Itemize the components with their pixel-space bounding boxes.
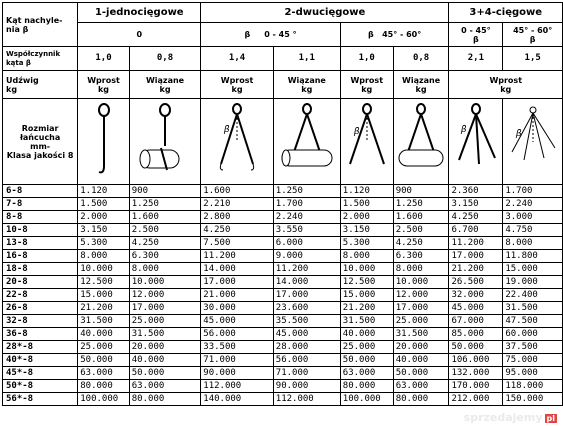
capacity-value: 45.000	[449, 302, 503, 315]
capacity-value: 32.000	[449, 289, 503, 302]
group-single-leg: 1-jednocięgowe	[78, 3, 201, 23]
capacity-value: 37.500	[503, 341, 563, 354]
capacity-value: 4.750	[503, 224, 563, 237]
capacity-value: 17.000	[449, 250, 503, 263]
chain-size: 40*-8	[3, 354, 78, 367]
table-row	[3, 302, 563, 315]
capacity-value: 8.000	[340, 250, 393, 263]
table-row	[3, 276, 563, 289]
capacity-value: 26.500	[449, 276, 503, 289]
capacity-value: 3.000	[503, 211, 563, 224]
capacity-value: 40.000	[129, 354, 201, 367]
beta-symbol: β	[515, 128, 522, 139]
chain-size: 26-8	[3, 302, 78, 315]
capacity-value: 900	[393, 185, 449, 198]
table-row	[3, 211, 563, 224]
beta-symbol: β	[460, 124, 467, 135]
angle-double-a	[201, 23, 340, 47]
table-row	[3, 289, 563, 302]
table-row	[3, 185, 563, 198]
table-row	[3, 328, 563, 341]
mode-tied: Wiązane kg	[393, 71, 449, 99]
capacity-value: 71.000	[273, 367, 340, 380]
capacity-value: 6.700	[449, 224, 503, 237]
capacity-value: 1.700	[503, 185, 563, 198]
table-row	[3, 237, 563, 250]
watermark	[464, 411, 557, 424]
capacity-value: 106.000	[449, 354, 503, 367]
capacity-value: 40.000	[340, 328, 393, 341]
capacity-value: 8.000	[129, 263, 201, 276]
single-choke-sling-icon	[129, 99, 201, 185]
chain-size: 8-8	[3, 211, 78, 224]
capacity-label: Udźwig kg	[3, 71, 78, 99]
factor-value: 0,8	[393, 47, 449, 71]
mode-straight: Wprost kg	[78, 71, 130, 99]
capacity-value: 900	[129, 185, 201, 198]
capacity-value: 50.000	[129, 367, 201, 380]
capacity-value: 10.000	[78, 263, 130, 276]
table-row	[3, 198, 563, 211]
chain-size: 10-8	[3, 224, 78, 237]
capacity-value: 60.000	[503, 328, 563, 341]
capacity-value: 12.000	[129, 289, 201, 302]
capacity-value: 12.000	[393, 289, 449, 302]
capacity-value: 31.500	[78, 315, 130, 328]
capacity-value: 67.000	[449, 315, 503, 328]
chain-size: 28*-8	[3, 341, 78, 354]
lifting-chain-capacity-table	[2, 2, 563, 406]
capacity-value: 4.250	[201, 224, 273, 237]
capacity-value: 11.200	[449, 237, 503, 250]
group-two-leg: 2-dwucięgowe	[201, 3, 449, 23]
capacity-value: 80.000	[393, 393, 449, 406]
capacity-value: 20.000	[129, 341, 201, 354]
capacity-value: 112.000	[273, 393, 340, 406]
capacity-value: 2.800	[201, 211, 273, 224]
capacity-value: 118.000	[503, 380, 563, 393]
capacity-value: 112.000	[201, 380, 273, 393]
capacity-value: 4.250	[129, 237, 201, 250]
capacity-value: 21.000	[201, 289, 273, 302]
capacity-value: 19.000	[503, 276, 563, 289]
capacity-value: 2.240	[503, 198, 563, 211]
capacity-value: 22.400	[503, 289, 563, 302]
capacity-value: 71.000	[201, 354, 273, 367]
capacity-value: 20.000	[393, 341, 449, 354]
capacity-value: 150.000	[503, 393, 563, 406]
watermark-text: sprzedajemy	[463, 411, 543, 424]
factor-value: 1,4	[201, 47, 273, 71]
mode-tied: Wiązane kg	[273, 71, 340, 99]
capacity-value: 4.250	[393, 237, 449, 250]
two-leg-choke-sling-icon	[273, 99, 340, 185]
capacity-value: 8.000	[78, 250, 130, 263]
capacity-value: 25.000	[129, 315, 201, 328]
capacity-value: 80.000	[129, 393, 201, 406]
capacity-value: 31.500	[129, 328, 201, 341]
capacity-value: 12.500	[340, 276, 393, 289]
capacity-value: 100.000	[78, 393, 130, 406]
angle-label: Kąt nachyle- nia β	[3, 3, 78, 47]
chain-size: 56*-8	[3, 393, 78, 406]
capacity-value: 1.600	[201, 185, 273, 198]
capacity-value: 90.000	[201, 367, 273, 380]
beta-symbol: β	[368, 30, 374, 39]
two-leg-choke-wide-icon	[393, 99, 449, 185]
capacity-value: 5.300	[78, 237, 130, 250]
capacity-value: 50.000	[449, 341, 503, 354]
capacity-value: 31.500	[503, 302, 563, 315]
capacity-value: 10.000	[393, 276, 449, 289]
capacity-value: 212.000	[449, 393, 503, 406]
capacity-value: 6.300	[393, 250, 449, 263]
capacity-value: 2.240	[273, 211, 340, 224]
factor-value: 1,1	[273, 47, 340, 71]
capacity-value: 100.000	[340, 393, 393, 406]
capacity-rows	[3, 185, 563, 406]
factor-value: 1,0	[78, 47, 130, 71]
capacity-value: 10.000	[129, 276, 201, 289]
capacity-value: 95.000	[503, 367, 563, 380]
two-leg-sling-wide-icon	[340, 99, 393, 185]
watermark-badge: pl	[546, 414, 555, 423]
capacity-value: 17.000	[129, 302, 201, 315]
capacity-value: 25.000	[340, 341, 393, 354]
capacity-value: 1.250	[393, 198, 449, 211]
factor-label: Współczynnik kąta β	[3, 47, 78, 71]
chain-size: 6-8	[3, 185, 78, 198]
angle-double-b	[340, 23, 449, 47]
capacity-value: 1.120	[78, 185, 130, 198]
capacity-value: 1.120	[340, 185, 393, 198]
capacity-value: 56.000	[273, 354, 340, 367]
beta-symbol: β	[244, 30, 251, 39]
capacity-value: 17.000	[393, 302, 449, 315]
capacity-value: 6.000	[273, 237, 340, 250]
chain-size: 18-8	[3, 263, 78, 276]
factor-value: 1,5	[503, 47, 563, 71]
table-row	[3, 354, 563, 367]
table-row	[3, 341, 563, 354]
single-hook-sling-icon	[78, 99, 130, 185]
capacity-value: 132.000	[449, 367, 503, 380]
capacity-value: 23.600	[273, 302, 340, 315]
capacity-value: 4.250	[449, 211, 503, 224]
two-leg-sling-icon	[201, 99, 273, 185]
capacity-value: 85.000	[449, 328, 503, 341]
capacity-value: 1.250	[129, 198, 201, 211]
capacity-value: 21.200	[449, 263, 503, 276]
capacity-value: 15.000	[78, 289, 130, 302]
chain-size: 16-8	[3, 250, 78, 263]
four-leg-sling-icon	[503, 99, 563, 185]
table-row	[3, 367, 563, 380]
angle-triple-b: 45° - 60° β	[503, 23, 563, 47]
table-row	[3, 263, 563, 276]
capacity-value: 75.000	[503, 354, 563, 367]
table-row	[3, 250, 563, 263]
capacity-value: 8.000	[393, 263, 449, 276]
capacity-value: 17.000	[201, 276, 273, 289]
beta-symbol: β	[353, 126, 360, 137]
beta-symbol: β	[224, 124, 230, 135]
capacity-value: 11.800	[503, 250, 563, 263]
capacity-value: 2.000	[340, 211, 393, 224]
angle-range: 0 - 45 °	[264, 30, 297, 39]
capacity-value: 21.200	[340, 302, 393, 315]
capacity-value: 50.000	[78, 354, 130, 367]
capacity-value: 50.000	[340, 354, 393, 367]
capacity-value: 9.000	[273, 250, 340, 263]
capacity-value: 3.150	[340, 224, 393, 237]
capacity-value: 6.300	[129, 250, 201, 263]
capacity-value: 28.000	[273, 341, 340, 354]
capacity-value: 1.700	[273, 198, 340, 211]
capacity-value: 7.500	[201, 237, 273, 250]
capacity-value: 1.250	[273, 185, 340, 198]
capacity-value: 15.000	[340, 289, 393, 302]
chain-size: 32-8	[3, 315, 78, 328]
capacity-value: 3.550	[273, 224, 340, 237]
capacity-value: 31.500	[393, 328, 449, 341]
capacity-value: 80.000	[78, 380, 130, 393]
capacity-value: 1.600	[129, 211, 201, 224]
capacity-value: 14.000	[201, 263, 273, 276]
capacity-value: 2.360	[449, 185, 503, 198]
capacity-value: 45.000	[201, 315, 273, 328]
capacity-value: 90.000	[273, 380, 340, 393]
mode-straight: Wprost kg	[449, 71, 563, 99]
chain-size: 36-8	[3, 328, 78, 341]
three-leg-sling-icon	[449, 99, 503, 185]
table-row	[3, 393, 563, 406]
factor-value: 2,1	[449, 47, 503, 71]
capacity-value: 30.000	[201, 302, 273, 315]
mode-straight: Wprost kg	[201, 71, 273, 99]
capacity-value: 63.000	[78, 367, 130, 380]
chain-size: 13-8	[3, 237, 78, 250]
capacity-value: 2.500	[393, 224, 449, 237]
capacity-value: 40.000	[393, 354, 449, 367]
capacity-value: 1.500	[340, 198, 393, 211]
capacity-value: 33.500	[201, 341, 273, 354]
capacity-value: 11.200	[273, 263, 340, 276]
capacity-value: 63.000	[340, 367, 393, 380]
angle-triple-a: 0 - 45° β	[449, 23, 503, 47]
capacity-value: 45.000	[273, 328, 340, 341]
capacity-value: 21.200	[78, 302, 130, 315]
capacity-value: 56.000	[201, 328, 273, 341]
table-row	[3, 315, 563, 328]
capacity-value: 63.000	[129, 380, 201, 393]
capacity-value: 11.200	[201, 250, 273, 263]
capacity-value: 8.000	[503, 237, 563, 250]
capacity-value: 2.000	[78, 211, 130, 224]
chain-size: 22-8	[3, 289, 78, 302]
chain-size: 50*-8	[3, 380, 78, 393]
mode-straight: Wprost kg	[340, 71, 393, 99]
table-row	[3, 380, 563, 393]
capacity-value: 140.000	[201, 393, 273, 406]
capacity-value: 1.600	[393, 211, 449, 224]
factor-value: 1,0	[340, 47, 393, 71]
capacity-value: 3.150	[78, 224, 130, 237]
capacity-value: 1.500	[78, 198, 130, 211]
angle-single: 0	[78, 23, 201, 47]
capacity-value: 3.150	[449, 198, 503, 211]
capacity-value: 2.210	[201, 198, 273, 211]
table-row	[3, 224, 563, 237]
capacity-value: 12.500	[78, 276, 130, 289]
capacity-value: 17.000	[273, 289, 340, 302]
capacity-value: 80.000	[340, 380, 393, 393]
capacity-value: 63.000	[393, 380, 449, 393]
group-three-four-leg: 3+4-cięgowe	[449, 3, 563, 23]
capacity-value: 25.000	[78, 341, 130, 354]
capacity-value: 25.000	[393, 315, 449, 328]
chain-size: 20-8	[3, 276, 78, 289]
capacity-value: 31.500	[340, 315, 393, 328]
capacity-value: 5.300	[340, 237, 393, 250]
capacity-value: 14.000	[273, 276, 340, 289]
capacity-value: 47.500	[503, 315, 563, 328]
factor-value: 0,8	[129, 47, 201, 71]
capacity-value: 15.000	[503, 263, 563, 276]
capacity-value: 170.000	[449, 380, 503, 393]
capacity-value: 10.000	[340, 263, 393, 276]
capacity-value: 50.000	[393, 367, 449, 380]
chain-size: 7-8	[3, 198, 78, 211]
chain-size: 45*-8	[3, 367, 78, 380]
size-label: Rozmiar łańcucha mm- Klasa jakości 8	[3, 99, 78, 185]
capacity-value: 2.500	[129, 224, 201, 237]
mode-tied: Wiązane kg	[129, 71, 201, 99]
capacity-value: 40.000	[78, 328, 130, 341]
capacity-value: 35.500	[273, 315, 340, 328]
angle-range: 45° - 60°	[382, 30, 422, 39]
